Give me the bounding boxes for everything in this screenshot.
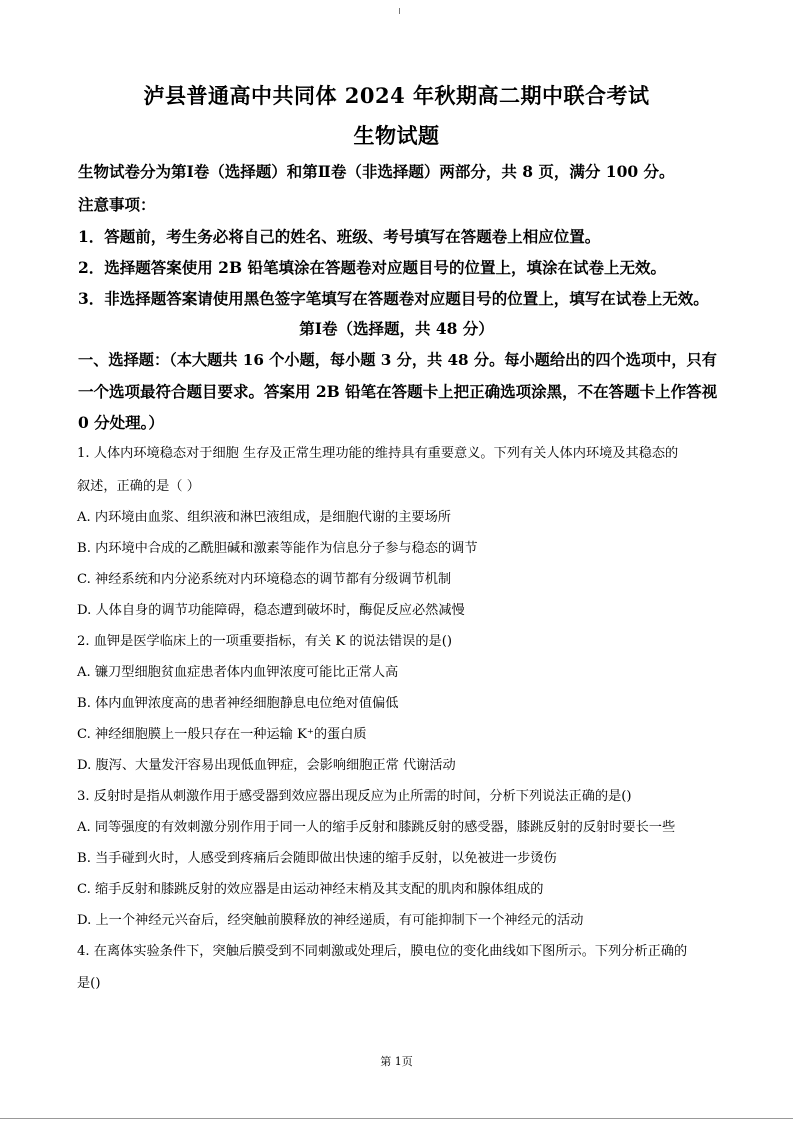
answer-option: D. 人体自身的调节功能障碍，稳态遭到破坏时，酶促反应必然减慢 bbox=[77, 603, 465, 618]
section-instructions: 0 分处理。） bbox=[78, 413, 164, 432]
answer-option: C. 缩手反射和膝跳反射的效应器是由运动神经末梢及其支配的肌肉和腺体组成的 bbox=[77, 882, 544, 897]
top-margin-mark bbox=[399, 8, 400, 14]
question-stem: 3. 反射时是指从刺激作用于感受器到效应器出现反应为止所需的时间，分析下列说法正确的是() bbox=[77, 789, 632, 804]
page-number: 第 1页 bbox=[380, 1055, 413, 1068]
answer-option: A. 镰刀型细胞贫血症患者体内血钾浓度可能比正常人高 bbox=[77, 665, 399, 680]
notice-item: 1．答题前，考生务必将自己的姓名、班级、考号填写在答题卷上相应位置。 bbox=[78, 227, 601, 246]
bottom-divider bbox=[0, 1118, 793, 1119]
question-stem: 1. 人体内环境稳态对于细胞 生存及正常生理功能的维持具有重要意义。下列有关人体内环境及其稳态的 bbox=[77, 446, 679, 461]
question-stem: 是() bbox=[77, 976, 101, 991]
question-stem: 叙述，正确的是（ ） bbox=[77, 479, 200, 494]
answer-option: D. 上一个神经元兴奋后，经突触前膜释放的神经递质，有可能抑制下一个神经元的活动 bbox=[77, 913, 584, 928]
answer-option: A. 内环境由血浆、组织液和淋巴液组成，是细胞代谢的主要场所 bbox=[77, 510, 451, 525]
section-instructions: 一、选择题：（本大题共 16 个小题，每小题 3 分，共 48 分。每小题给出的四个选项中，只有 bbox=[78, 351, 717, 369]
answer-option: B. 当手碰到火时，人感受到疼痛后会随即做出快速的缩手反射，以免被进一步烫伤 bbox=[77, 851, 557, 866]
answer-option: D. 腹泻、大量发汗容易出现低血钾症，会影响细胞正常 代谢活动 bbox=[77, 758, 456, 773]
notice-heading: 注意事项： bbox=[78, 195, 156, 214]
exam-description: 生物试卷分为第Ⅰ卷（选择题）和第Ⅱ卷（非选择题）两部分，共 8 页，满分 100 分。 bbox=[78, 162, 675, 181]
question-stem: 4. 在离体实验条件下，突触后膜受到不同刺激或处理后，膜电位的变化曲线如下图所示。下列分析正确的 bbox=[77, 944, 688, 959]
section-instructions: 一个选项最符合题目要求。答案用 2B 铅笔在答题卡上把正确选项涂黑，不在答题卡上作答视 bbox=[78, 382, 718, 401]
notice-item: 3．非选择题答案请使用黑色签字笔填写在答题卷对应题目号的位置上，填写在试卷上无效。 bbox=[78, 289, 709, 308]
answer-option: B. 体内血钾浓度高的患者神经细胞静息电位绝对值偏低 bbox=[77, 696, 399, 711]
answer-option: C. 神经系统和内分泌系统对内环境稳态的调节都有分级调节机制 bbox=[77, 572, 452, 587]
question-stem: 2. 血钾是医学临床上的一项重要指标，有关 K 的说法错误的是() bbox=[77, 634, 452, 649]
notice-item: 2．选择题答案使用 2B 铅笔填涂在答题卷对应题目号的位置上，填涂在试卷上无效。 bbox=[78, 258, 666, 277]
answer-option: A. 同等强度的有效刺激分别作用于同一人的缩手反射和膝跳反射的感受器，膝跳反射的反射时要长一些 bbox=[77, 820, 676, 835]
answer-option: B. 内环境中合成的乙酰胆碱和激素等能作为信息分子参与稳态的调节 bbox=[77, 541, 478, 556]
answer-option: C. 神经细胞膜上一般只存在一种运输 K⁺的蛋白质 bbox=[77, 727, 367, 742]
exam-title: 泸县普通高中共同体 2024 年秋期高二期中联合考试 bbox=[143, 83, 650, 108]
exam-subtitle: 生物试题 bbox=[353, 123, 440, 148]
section-heading: 第Ⅰ卷（选择题，共 48 分） bbox=[299, 319, 494, 338]
